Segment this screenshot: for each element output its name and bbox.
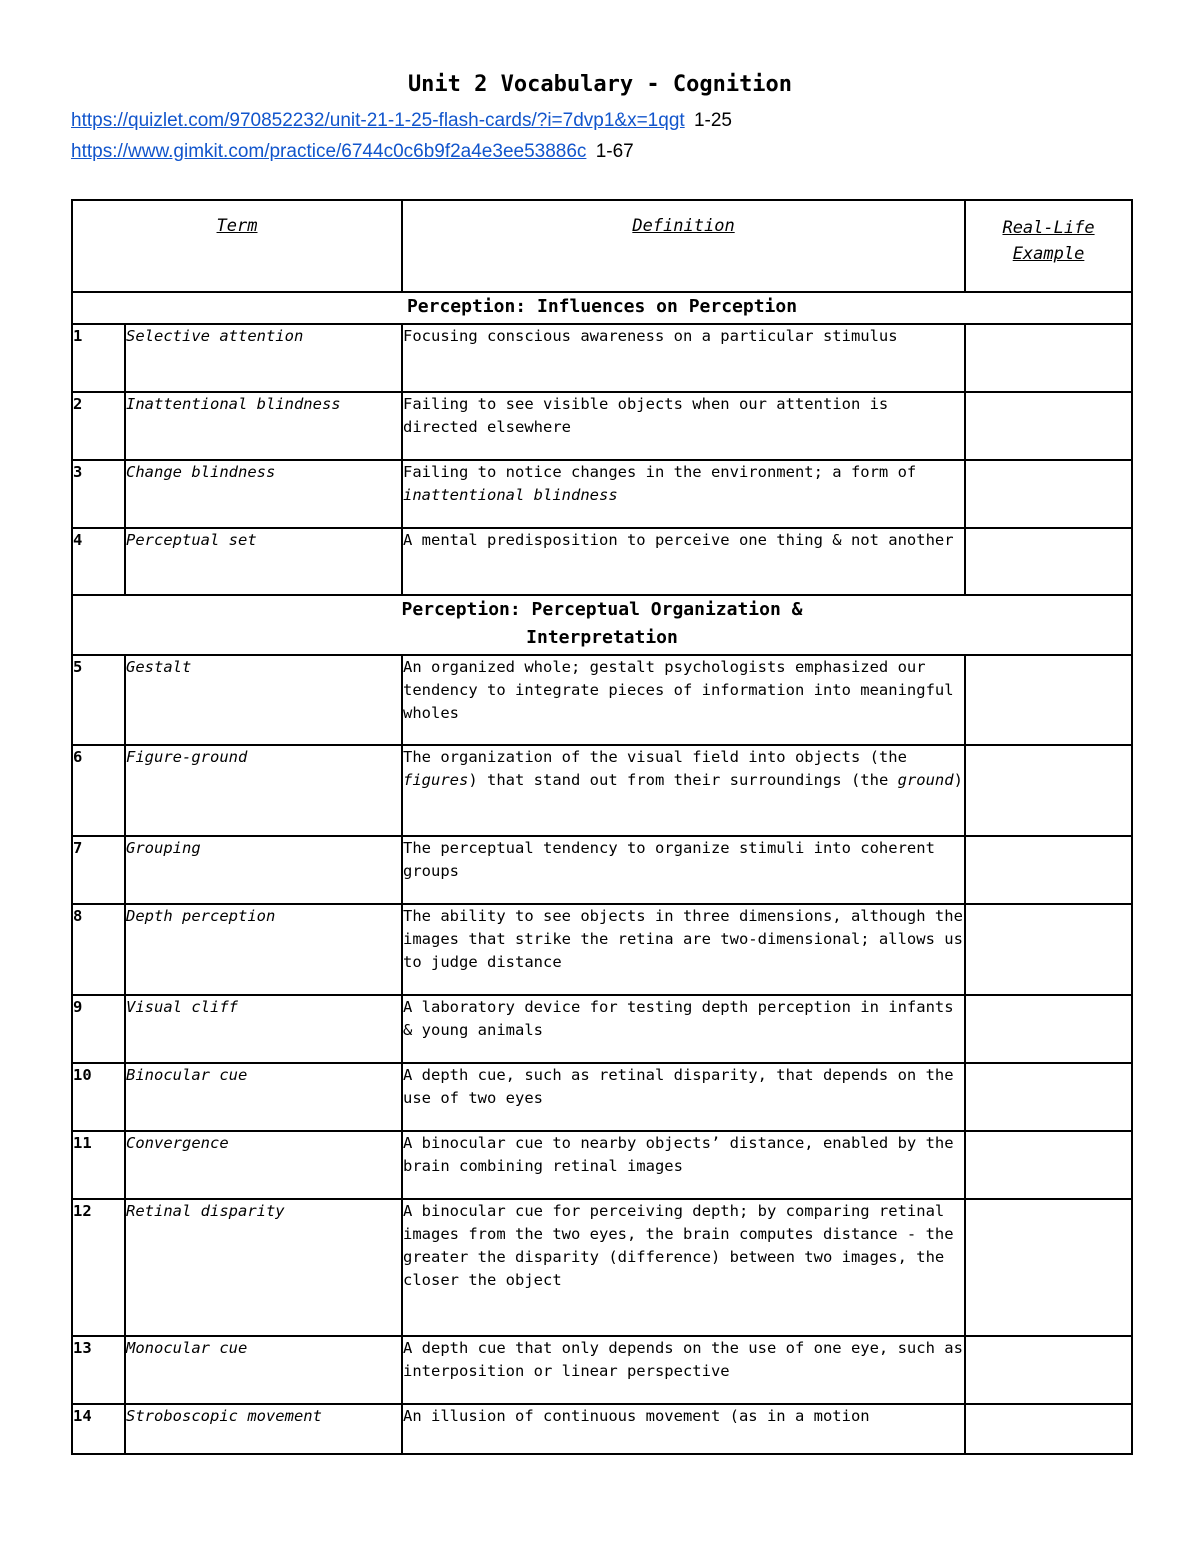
term-definition: The ability to see objects in three dimensions, although the images that strike the retina are two-dimensional; allows us to judge distance	[402, 904, 965, 995]
term-name: Retinal disparity	[125, 1199, 402, 1336]
table-row	[72, 904, 1132, 995]
term-number: 10	[72, 1063, 125, 1131]
document-title: Unit 2 Vocabulary - Cognition	[407, 72, 793, 97]
term-number: 11	[72, 1131, 125, 1199]
example-cell[interactable]	[965, 995, 1132, 1063]
term-definition: A binocular cue for perceiving depth; by comparing retinal images from the two eyes, the brain computes distance - the greater the disparity (difference) between two images, the closer the object	[402, 1199, 965, 1336]
header-example-line2: Example	[1012, 244, 1085, 264]
term-name: Monocular cue	[125, 1336, 402, 1404]
example-cell[interactable]	[965, 904, 1132, 995]
term-name: Binocular cue	[125, 1063, 402, 1131]
term-number: 9	[72, 995, 125, 1063]
term-definition: An organized whole; gestalt psychologists emphasized our tendency to integrate pieces of information into meaningful wholes	[402, 655, 965, 745]
example-cell[interactable]	[965, 528, 1132, 595]
example-cell[interactable]	[965, 836, 1132, 904]
table-header-row	[72, 200, 1132, 292]
table-row	[72, 1404, 1132, 1454]
gimkit-range: 1-67	[595, 141, 634, 162]
table-row	[72, 324, 1132, 392]
quizlet-range: 1-25	[693, 110, 732, 131]
term-name: Visual cliff	[125, 995, 402, 1063]
term-name: Selective attention	[125, 324, 402, 392]
term-number: 8	[72, 904, 125, 995]
term-definition: Failing to see visible objects when our attention is directed elsewhere	[402, 392, 965, 460]
table-row	[72, 745, 1132, 836]
term-name: Convergence	[125, 1131, 402, 1199]
definition-italic: figures	[403, 771, 469, 789]
term-name: Change blindness	[125, 460, 402, 528]
term-number: 4	[72, 528, 125, 595]
term-number: 6	[72, 745, 125, 836]
vocabulary-table	[71, 199, 1133, 1455]
term-definition: A depth cue that only depends on the use of one eye, such as interposition or linear perspective	[402, 1336, 965, 1404]
section-title: Perception: Influences on Perception	[72, 292, 1132, 324]
section-header-row	[72, 292, 1132, 324]
term-definition	[402, 745, 965, 836]
term-name: Stroboscopic movement	[125, 1404, 402, 1454]
term-definition: Focusing conscious awareness on a particular stimulus	[402, 324, 965, 392]
gimkit-link[interactable]: https://www.gimkit.com/practice/6744c0c6b9f2a4e3ee53886c	[71, 141, 587, 162]
table-row	[72, 1063, 1132, 1131]
example-cell[interactable]	[965, 745, 1132, 836]
example-cell[interactable]	[965, 655, 1132, 745]
example-cell[interactable]	[965, 324, 1132, 392]
definition-italic: inattentional blindness	[403, 486, 618, 504]
header-real-life-example	[965, 200, 1132, 292]
example-cell[interactable]	[965, 1199, 1132, 1336]
example-cell[interactable]	[965, 1131, 1132, 1199]
header-term: Term	[72, 200, 402, 292]
example-cell[interactable]	[965, 1404, 1132, 1454]
table-row	[72, 1336, 1132, 1404]
term-number: 7	[72, 836, 125, 904]
table-row	[72, 655, 1132, 745]
term-name: Perceptual set	[125, 528, 402, 595]
table-row	[72, 392, 1132, 460]
definition-text: The organization of the visual field into objects (the	[403, 748, 907, 766]
term-definition: A depth cue, such as retinal disparity, that depends on the use of two eyes	[402, 1063, 965, 1131]
table-row	[72, 995, 1132, 1063]
table-row	[72, 1131, 1132, 1199]
quizlet-link-line	[71, 110, 732, 132]
term-definition: A laboratory device for testing depth perception in infants & young animals	[402, 995, 965, 1063]
definition-italic: ground	[897, 771, 954, 789]
definition-text: )	[953, 771, 963, 789]
term-number: 5	[72, 655, 125, 745]
definition-text: Failing to notice changes in the environment; a form of	[403, 463, 917, 481]
example-cell[interactable]	[965, 392, 1132, 460]
section-title-line2: Interpretation	[526, 627, 678, 648]
definition-text: ) that stand out from their surroundings (the	[468, 771, 898, 789]
term-name: Figure-ground	[125, 745, 402, 836]
term-name: Inattentional blindness	[125, 392, 402, 460]
term-number: 2	[72, 392, 125, 460]
section-title-line1: Perception: Perceptual Organization &	[401, 599, 803, 620]
table-row	[72, 528, 1132, 595]
term-number: 3	[72, 460, 125, 528]
term-name: Grouping	[125, 836, 402, 904]
table-row	[72, 460, 1132, 528]
term-number: 14	[72, 1404, 125, 1454]
example-cell[interactable]	[965, 1063, 1132, 1131]
term-number: 13	[72, 1336, 125, 1404]
section-header-row	[72, 595, 1132, 655]
term-number: 1	[72, 324, 125, 392]
header-example-line1: Real-Life	[1002, 218, 1095, 238]
section-title	[72, 595, 1132, 655]
table-row	[72, 1199, 1132, 1336]
header-definition: Definition	[402, 200, 965, 292]
example-cell[interactable]	[965, 1336, 1132, 1404]
term-name: Gestalt	[125, 655, 402, 745]
term-definition: An illusion of continuous movement (as in a motion	[402, 1404, 965, 1454]
quizlet-link[interactable]: https://quizlet.com/970852232/unit-21-1-25-flash-cards/?i=7dvp1&x=1qgt	[71, 110, 685, 131]
example-cell[interactable]	[965, 460, 1132, 528]
term-definition: A binocular cue to nearby objects’ distance, enabled by the brain combining retinal images	[402, 1131, 965, 1199]
term-definition	[402, 460, 965, 528]
term-name: Depth perception	[125, 904, 402, 995]
table-row	[72, 836, 1132, 904]
gimkit-link-line	[71, 141, 634, 163]
term-number: 12	[72, 1199, 125, 1336]
term-definition: A mental predisposition to perceive one thing & not another	[402, 528, 965, 595]
term-definition: The perceptual tendency to organize stimuli into coherent groups	[402, 836, 965, 904]
